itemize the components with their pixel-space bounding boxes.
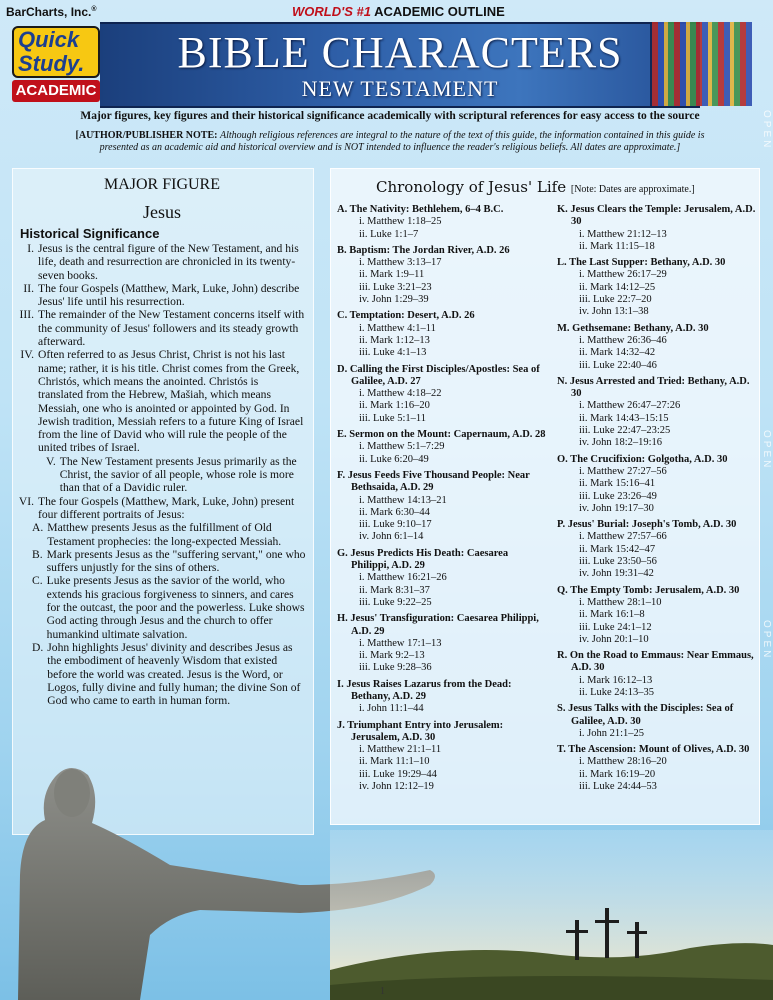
chronology-event (557, 454, 757, 515)
event-heading: C. Temptation: Desert, A.D. 26 (337, 310, 475, 322)
crosses-on-hill-image (330, 830, 773, 1000)
chronology-event (337, 245, 547, 306)
scripture-reference: i. Matthew 21:12–13 (579, 228, 667, 240)
scripture-reference: ii. Mark 1:16–20 (359, 400, 430, 412)
side-tab-label-3: OPEN (761, 620, 772, 661)
chronology-event (557, 650, 757, 699)
scripture-reference: ii. Mark 9:2–13 (359, 650, 425, 662)
scripture-reference: i. Matthew 1:18–25 (359, 216, 442, 228)
scripture-reference: ii. Mark 14:43–15:15 (579, 412, 669, 424)
side-tab-label-2: OPEN (761, 430, 772, 471)
scripture-reference: i. Matthew 26:47–27:26 (579, 400, 681, 412)
scripture-reference: i. Matthew 26:36–46 (579, 334, 667, 346)
scripture-reference: i. Matthew 28:1–10 (579, 596, 662, 608)
chronology-event (557, 323, 757, 372)
chronology-event (337, 470, 547, 544)
event-heading: T. The Ascension: Mount of Olives, A.D. 30 (557, 744, 750, 756)
scripture-reference: iii. Luke 24:44–53 (579, 781, 657, 793)
scripture-reference: i. John 21:1–25 (579, 727, 645, 739)
stained-glass-image (650, 22, 752, 106)
scripture-reference: ii. Mark 1:12–13 (359, 334, 430, 346)
scripture-reference: ii. Mark 6:30–44 (359, 506, 430, 518)
scripture-reference: i. Matthew 14:13–21 (359, 494, 447, 506)
page-number: 1 (380, 986, 385, 997)
significance-list (16, 242, 306, 707)
scripture-reference: iii. Luke 24:1–12 (579, 621, 652, 633)
scripture-reference: iv. John 20:1–10 (579, 633, 649, 645)
section-heading: Historical Significance (20, 226, 160, 241)
chronology-event (337, 364, 547, 425)
list-item: I. Jesus is the central figure of the New Testament, and his life, death and resurrection are chronicled in its twenty-seven books. (27, 242, 299, 282)
scripture-reference: i. Matthew 26:17–29 (579, 269, 667, 281)
chronology-event (557, 519, 757, 580)
figure-name: Jesus (142, 202, 181, 222)
event-heading: R. On the Road to Emmaus: Near Emmaus, A.D. 30 (557, 650, 754, 674)
event-heading: S. Jesus Talks with the Disciples: Sea of Galilee, A.D. 30 (557, 703, 734, 727)
chronology-event (337, 548, 547, 609)
scripture-reference: ii. Mark 8:31–37 (359, 584, 430, 596)
scripture-reference: i. Matthew 16:21–26 (359, 572, 447, 584)
scripture-reference: iv. John 18:2–19:16 (579, 437, 663, 449)
title-banner (100, 22, 700, 108)
scripture-reference: i. Matthew 3:13–17 (359, 257, 442, 269)
event-heading: K. Jesus Clears the Temple: Jerusalem, A.D. 30 (557, 204, 756, 228)
chronology-event (557, 376, 757, 450)
event-heading: J. Triumphant Entry into Jerusalem: Jerusalem, A.D. 30 (337, 719, 504, 743)
chronology-event (557, 585, 757, 646)
scripture-reference: iii. Luke 23:26–49 (579, 490, 657, 502)
scripture-reference: ii. Mark 11:15–18 (579, 240, 655, 252)
scripture-reference: iii. Luke 9:10–17 (359, 519, 432, 531)
scripture-reference: ii. Mark 11:1–10 (359, 756, 430, 768)
list-item: III. The remainder of the New Testament concerns itself with the community of Jesus' followers and its steady growth afterward. (19, 308, 305, 349)
scripture-reference: ii. Mark 15:16–41 (579, 478, 656, 490)
event-heading: N. Jesus Arrested and Tried: Bethany, A.D. 30 (557, 375, 750, 400)
scripture-reference: i. Matthew 27:57–66 (579, 531, 667, 543)
scripture-reference: iii. Luke 5:1–11 (359, 412, 426, 424)
scripture-reference: iv. John 12:12–19 (359, 781, 434, 793)
page-title: BIBLE CHARACTERS (177, 28, 623, 77)
scripture-reference: ii. Mark 14:32–42 (579, 347, 656, 359)
chronology-event (337, 310, 547, 359)
list-item: II. The four Gospels (Matthew, Mark, Luke, John) describe Jesus' life until his resurrection. (23, 281, 300, 309)
chronology-column-1 (337, 204, 547, 797)
scripture-reference: iv. John 13:1–38 (579, 306, 649, 318)
scripture-reference: ii. Mark 16:19–20 (579, 768, 656, 780)
scripture-reference: ii. Luke 24:13–35 (579, 686, 654, 698)
scripture-reference: i. Matthew 21:1–11 (359, 744, 442, 756)
event-heading: D. Calling the First Disciples/Apostles: Sea of Galilee, A.D. 27 (337, 363, 540, 387)
event-heading: Q. The Empty Tomb: Jerusalem, A.D. 30 (557, 584, 740, 596)
publisher-note: [AUTHOR/PUBLISHER NOTE: Although religious references are integral to the nature of the text of this guide, the information contained in this guide is presented as an academic aid and historical overview and is NOT intended to influence the reader's religious beliefs. All dates are approximate.] (75, 130, 705, 153)
scripture-reference: i. Matthew 5:1–7:29 (359, 441, 445, 453)
scripture-reference: iii. Luke 19:29–44 (359, 768, 437, 780)
side-tab-label: OPEN (761, 110, 772, 151)
scripture-reference: ii. Mark 14:12–25 (579, 281, 656, 293)
scripture-reference: iv. John 19:17–30 (579, 502, 654, 514)
event-heading: I. Jesus Raises Lazarus from the Dead: Bethany, A.D. 29 (337, 678, 512, 702)
list-item: IV. Often referred to as Jesus Christ, Christ is not his last name; rather, it is his title. Christ comes from the Greek, Christós, which means the anointed. Christós is translated from the Hebrew, Mašiah, which means Messiah, one who is anointed or appointed by God. In Jewish tradition, Messiah refers to a future King of Israel from the line of David who will rule the people of the united tribes of Israel. (20, 348, 304, 455)
event-heading: M. Gethsemane: Bethany, A.D. 30 (557, 322, 709, 334)
chronology-event (557, 703, 757, 740)
event-heading: F. Jesus Feeds Five Thousand People: Near Bethsaida, A.D. 29 (337, 469, 530, 494)
chronology-column-2 (557, 204, 757, 797)
scripture-reference: ii. Luke 6:20–49 (359, 453, 429, 465)
page-subtitle: NEW TESTAMENT (301, 76, 499, 101)
scripture-reference: i. Matthew 17:1–13 (359, 637, 442, 649)
scripture-reference: iii. Luke 22:40–46 (579, 359, 657, 371)
scripture-reference: ii. Luke 1:1–7 (359, 228, 419, 240)
scripture-reference: iii. Luke 22:7–20 (579, 294, 652, 306)
event-heading: B. Baptism: The Jordan River, A.D. 26 (337, 244, 510, 256)
scripture-reference: iii. Luke 9:28–36 (359, 662, 432, 674)
event-heading: A. The Nativity: Bethlehem, 6–4 B.C. (337, 204, 504, 215)
event-heading: H. Jesus' Transfiguration: Caesarea Philippi, A.D. 29 (337, 613, 539, 637)
chronology-title: Chronology of Jesus' Life [Note: Dates are approximate.] (376, 178, 695, 196)
scripture-reference: iii. Luke 4:1–13 (359, 347, 427, 359)
list-item: C. Luke presents Jesus as the savior of the world, who extends his gracious forgiveness to sinners, and cares for the outcast, the poor and the powerless. Luke shows God acting through Jesus and the church to offer humankind ultimate salvation. (32, 574, 305, 641)
scripture-reference: iv. John 6:1–14 (359, 531, 424, 543)
scripture-reference: iii. Luke 3:21–23 (359, 281, 432, 293)
scripture-reference: i. Matthew 4:1–11 (359, 322, 436, 334)
list-item: A. Matthew presents Jesus as the fulfillment of Old Testament prophecies: the long-expected Messiah. (32, 521, 282, 548)
scripture-reference: iii. Luke 23:50–56 (579, 556, 657, 568)
scripture-reference: iii. Luke 9:22–25 (359, 596, 432, 608)
publisher-name: BarCharts, Inc.® (6, 5, 97, 19)
scripture-reference: i. Matthew 28:16–20 (579, 756, 667, 768)
chronology-event (557, 257, 757, 318)
scripture-reference: i. Matthew 27:27–56 (579, 465, 667, 477)
event-heading: P. Jesus' Burial: Joseph's Tomb, A.D. 30 (557, 519, 737, 531)
chronology-event (557, 204, 757, 253)
event-heading: G. Jesus Predicts His Death: Caesarea Philippi, A.D. 29 (337, 547, 509, 572)
scripture-reference: i. Mark 16:12–13 (579, 674, 653, 686)
quickstudy-logo: Quick Study. ACADEMIC (12, 26, 100, 102)
chronology-event (337, 679, 547, 716)
scripture-reference: ii. Mark 1:9–11 (359, 269, 425, 281)
scripture-reference: ii. Mark 16:1–8 (579, 609, 645, 621)
event-heading: E. Sermon on the Mount: Capernaum, A.D. 28 (337, 429, 546, 441)
chronology-event (337, 429, 547, 466)
top-bar (0, 0, 773, 24)
list-item: B. Mark presents Jesus as the "suffering servant," one who suffers unjustly for the sins of others. (32, 547, 306, 575)
chronology-event (337, 204, 547, 241)
list-item: V. The New Testament presents Jesus primarily as the Christ, the savior of all people, whose role is more than that of a Davidic ruler. (46, 454, 297, 495)
tagline: WORLD'S #1 ACADEMIC OUTLINE (292, 4, 505, 19)
description: Major figures, key figures and their historical significance academically with scriptural references for easy access to the source (80, 110, 700, 122)
scripture-reference: iii. Luke 22:47–23:25 (579, 425, 671, 437)
major-figure-heading: MAJOR FIGURE (103, 176, 220, 193)
event-heading: O. The Crucifixion: Golgotha, A.D. 30 (557, 453, 728, 465)
list-item: D. John highlights Jesus' divinity and describes Jesus as the embodiment of heavenly Wisdom that existed before the world was created. Jesus is the Word, or Logos, fully divine and fully human; the divine Son of God who came to earth in human form. (32, 640, 301, 708)
scripture-reference: iv. John 1:29–39 (359, 294, 429, 306)
scripture-reference: ii. Mark 15:42–47 (579, 543, 656, 555)
chronology-event (557, 744, 757, 793)
scripture-reference: i. Matthew 4:18–22 (359, 388, 442, 400)
scripture-reference: i. John 11:1–44 (359, 703, 424, 715)
chronology-event (337, 613, 547, 674)
event-heading: L. The Last Supper: Bethany, A.D. 30 (557, 257, 726, 269)
scripture-reference: iv. John 19:31–42 (579, 568, 654, 580)
list-item: VI. The four Gospels (Matthew, Mark, Luke, John) present four different portraits of Jesus: (18, 494, 295, 521)
